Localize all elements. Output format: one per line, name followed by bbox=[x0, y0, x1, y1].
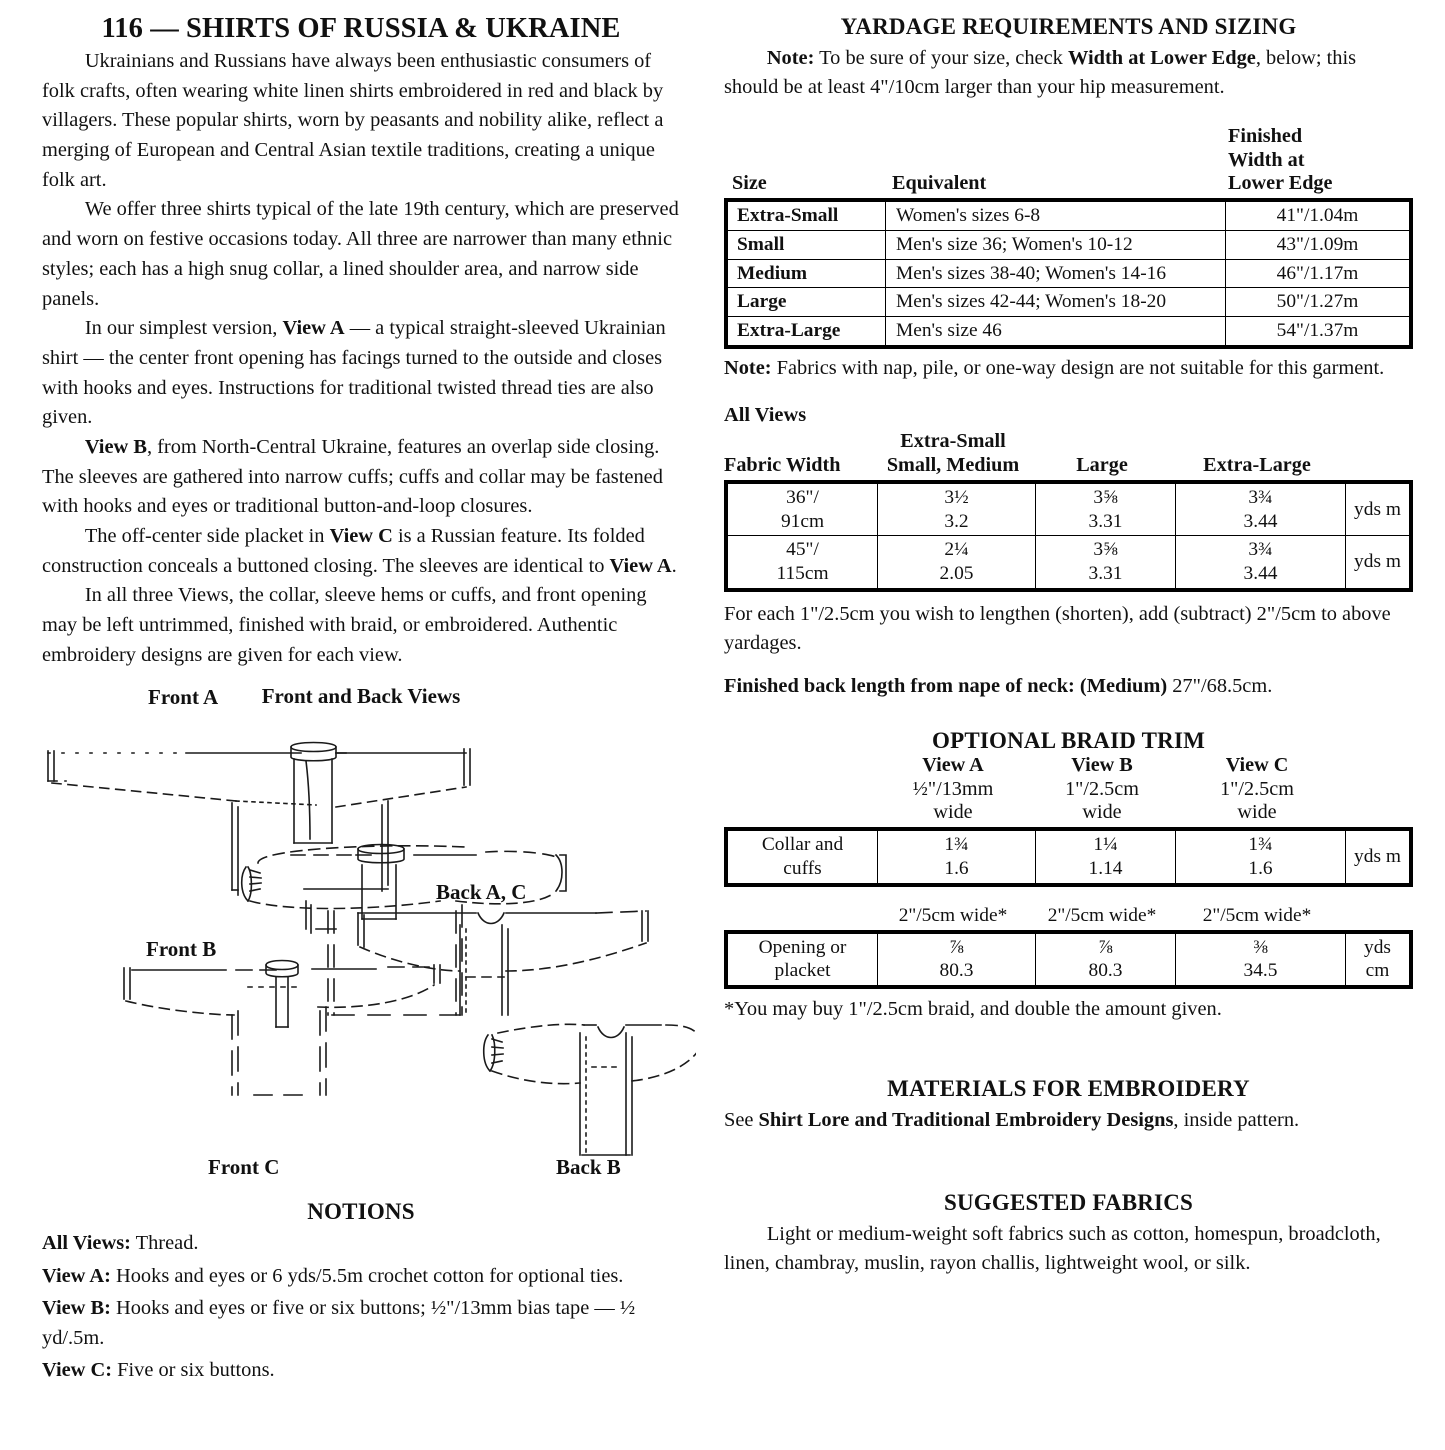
braid-table-2-header bbox=[724, 905, 1413, 928]
size-note bbox=[724, 44, 1413, 103]
back-length-label: Finished back length from nape of neck: (Medium) bbox=[724, 675, 1168, 698]
large-m: 3.31 bbox=[1088, 563, 1123, 585]
braid-unit-cell bbox=[1346, 831, 1410, 883]
braid2-view-c-yd: ⅜ bbox=[1253, 936, 1268, 958]
left-column bbox=[0, 0, 700, 1450]
size-cell: Medium bbox=[728, 259, 886, 288]
braid-table-2-box bbox=[724, 930, 1413, 989]
braid2-view-a-cm: 80.3 bbox=[939, 960, 974, 982]
braid-view-a-yd: 1¾ bbox=[944, 834, 969, 856]
back-length-value: 27"/68.5cm. bbox=[1167, 675, 1273, 698]
yardage-heading: YARDAGE REQUIREMENTS AND SIZING bbox=[840, 14, 1297, 39]
width-cell: 54"/1.37m bbox=[1226, 316, 1410, 345]
embroidery-heading: MATERIALS FOR EMBROIDERY bbox=[887, 1076, 1250, 1102]
size-table-box bbox=[724, 198, 1413, 348]
braid-header-view-a bbox=[874, 754, 1032, 825]
lengthen-note: For each 1"/2.5cm you wish to lengthen (shorten), add (subtract) 2"/5cm to above yardages. bbox=[724, 602, 1391, 655]
fabric-width-m: 91cm bbox=[780, 510, 825, 532]
table-row bbox=[728, 831, 1410, 883]
equivalent-cell: Men's sizes 42-44; Women's 18-20 bbox=[886, 288, 1226, 317]
large-m: 3.31 bbox=[1088, 510, 1123, 532]
braid2-header-b: 2"/5cm wide* bbox=[1047, 904, 1157, 926]
xl-yd: 3¾ bbox=[1248, 487, 1273, 508]
braid-header-view-a-wide: wide bbox=[933, 801, 973, 824]
equivalent-cell: Men's size 46 bbox=[886, 316, 1226, 345]
label-front-a: Front A bbox=[148, 685, 219, 710]
nap-note bbox=[724, 354, 1413, 383]
notions-all-views-label: All Views: bbox=[42, 1232, 131, 1255]
notions-view-a-label: View A: bbox=[42, 1264, 111, 1287]
notions-view-a-text: Hooks and eyes or 6 yds/5.5m crochet cotton for optional ties. bbox=[110, 1264, 624, 1287]
braid-unit-yd: yds bbox=[1354, 846, 1381, 868]
braid-table-1-box bbox=[724, 827, 1413, 886]
garment-drawings-svg bbox=[36, 715, 696, 1175]
braid-header-view-b bbox=[1032, 754, 1172, 825]
size-note-emphasis: Width at Lower Edge bbox=[1067, 47, 1256, 69]
xl-m: 3.44 bbox=[1243, 510, 1278, 532]
intro-paragraph-2: We offer three shirts typical of the late 19th century, which are preserved and worn on festive occasions today. All three are narrower than many ethnic styles; each has a high snug collar, a lined shoulder area, and narrow side panels. bbox=[42, 198, 679, 310]
large-yd: 3⅝ bbox=[1093, 487, 1118, 508]
size-note-label: Note: bbox=[766, 47, 815, 69]
size-cell: Large bbox=[728, 288, 886, 317]
equivalent-cell: Men's size 36; Women's 10-12 bbox=[886, 230, 1226, 259]
size-header-equivalent: Equivalent bbox=[892, 172, 987, 195]
size-header-finished-l3: Lower Edge bbox=[1228, 172, 1333, 195]
xs-sm-md-m: 2.05 bbox=[939, 563, 974, 585]
braid2-unit-yd: yds bbox=[1364, 936, 1391, 958]
braid-header-view-b-wide: wide bbox=[1082, 801, 1122, 824]
size-note-post: , below; this should be at least 4"/10cm larger than your hip measurement. bbox=[724, 47, 1357, 99]
yardage-header-large: Large bbox=[1076, 454, 1128, 477]
braid2-unit-cm: cm bbox=[1365, 960, 1390, 982]
braid2-view-a-cell bbox=[878, 933, 1036, 985]
right-column bbox=[700, 0, 1445, 1450]
xs-sm-md-yd: 2¼ bbox=[944, 539, 969, 561]
yardage-header-xl: Extra-Large bbox=[1203, 454, 1311, 477]
xs-sm-md-yd: 3½ bbox=[944, 487, 969, 508]
braid2-view-c-cm: 34.5 bbox=[1243, 960, 1278, 982]
braid2-row-label-l1: Opening or bbox=[758, 936, 847, 958]
braid-header-view-c-width: 1"/2.5cm bbox=[1220, 777, 1294, 800]
braid2-view-b-yd: ⅞ bbox=[1098, 936, 1113, 958]
notions-view-c bbox=[42, 1356, 680, 1385]
braid2-header-unit-spacer bbox=[1342, 905, 1413, 928]
braid-table-1-header bbox=[724, 754, 1413, 825]
fabric-width-m: 115cm bbox=[776, 563, 829, 585]
view-b-label: View B bbox=[84, 435, 147, 458]
width-cell: 46"/1.17m bbox=[1226, 259, 1410, 288]
table-row bbox=[728, 484, 1410, 536]
intro-paragraph-1: Ukrainians and Russians have always been enthusiastic consumers of folk crafts, often wearing white linen shirts embroidered in red and black by villagers. These popular shirts, worn by peasants and nobility alike, reflect a merging of European and Central Asian textile traditions, creating a unique folk art. bbox=[42, 50, 664, 191]
page-title: 116 — SHIRTS OF RUSSIA & UKRAINE bbox=[101, 13, 621, 44]
xl-yd: 3¾ bbox=[1248, 539, 1273, 561]
view-a-label: View A bbox=[282, 317, 345, 340]
braid-header-view-c-wide: wide bbox=[1237, 801, 1277, 824]
table-row bbox=[728, 316, 1410, 345]
view-c-mid: is a Russian feature. Its folded construction conceals a buttoned closing. The sleeves are identical to bbox=[42, 525, 645, 577]
unit-m: m bbox=[1385, 498, 1401, 520]
view-b-paragraph bbox=[42, 433, 680, 522]
unit-yd: yds bbox=[1354, 551, 1381, 573]
braid-unit-m: m bbox=[1385, 846, 1401, 868]
label-front-c: Front C bbox=[208, 1155, 280, 1180]
braid-view-c-cell bbox=[1176, 831, 1346, 883]
braid-table-opening-placket bbox=[727, 933, 1410, 986]
notions-all-views bbox=[42, 1229, 680, 1258]
large-cell bbox=[1036, 484, 1176, 536]
label-back-a-c: Back A, C bbox=[436, 880, 527, 905]
equivalent-cell: Women's sizes 6-8 bbox=[886, 202, 1226, 231]
all-views-label bbox=[724, 401, 1413, 430]
braid-view-b-m: 1.14 bbox=[1088, 857, 1123, 879]
embroidery-reference: Shirt Lore and Traditional Embroidery Designs bbox=[758, 1109, 1174, 1132]
xs-sm-md-cell bbox=[878, 536, 1036, 588]
all-views-label-text: All Views bbox=[724, 403, 807, 426]
size-note-pre: To be sure of your size, check bbox=[814, 47, 1068, 69]
table-row bbox=[728, 259, 1410, 288]
braid-header-view-c-name: View C bbox=[1225, 753, 1289, 776]
xs-sm-md-m: 3.2 bbox=[944, 510, 969, 532]
embroidery-pre: See bbox=[724, 1109, 759, 1132]
view-c-pre: The off-center side placket in bbox=[84, 525, 330, 547]
unit-cell bbox=[1346, 536, 1410, 588]
width-cell: 43"/1.09m bbox=[1226, 230, 1410, 259]
yardage-table-header bbox=[724, 430, 1413, 478]
unit-m: m bbox=[1385, 551, 1401, 573]
braid2-view-b-cm: 80.3 bbox=[1088, 960, 1123, 982]
fabrics-text: Light or medium-weight soft fabrics such as cotton, homespun, broadcloth, linen, chambray, muslin, rayon challis, lightweight wool, or silk. bbox=[724, 1222, 1381, 1274]
table-row bbox=[728, 230, 1410, 259]
braid-header-view-b-name: View B bbox=[1071, 753, 1133, 776]
view-c-post: . bbox=[671, 554, 677, 577]
back-length-note bbox=[724, 672, 1413, 701]
illustration-title: Front and Back Views bbox=[261, 684, 461, 709]
yardage-table-box bbox=[724, 480, 1413, 592]
fabrics-heading: SUGGESTED FABRICS bbox=[943, 1189, 1193, 1215]
unit-cell bbox=[1346, 484, 1410, 536]
yardage-header-xs: Extra-Small bbox=[900, 430, 1006, 453]
nap-note-label: Note: bbox=[724, 356, 772, 379]
view-a-pre: In our simplest version, bbox=[84, 317, 283, 340]
unit-yd: yds bbox=[1354, 498, 1381, 520]
braid2-header-a: 2"/5cm wide* bbox=[898, 904, 1008, 926]
fabric-width-yd: 45"/ bbox=[786, 539, 819, 561]
notions-view-c-label: View C: bbox=[42, 1358, 113, 1381]
braid-header-view-c bbox=[1172, 754, 1342, 825]
fabric-width-cell bbox=[728, 484, 878, 536]
braid2-row-label-l2: placket bbox=[774, 960, 831, 982]
braid2-row-label bbox=[728, 933, 878, 985]
notions-view-c-text: Five or six buttons. bbox=[112, 1358, 275, 1381]
braid-view-b-cell bbox=[1036, 831, 1176, 883]
braid-view-a-cell bbox=[878, 831, 1036, 883]
notions-view-b-text: Hooks and eyes or five or six buttons; ½"/13mm bias tape — ½ yd/.5m. bbox=[42, 1297, 636, 1349]
xl-m: 3.44 bbox=[1243, 563, 1278, 585]
braid-header-view-a-name: View A bbox=[922, 753, 984, 776]
braid2-header-c: 2"/5cm wide* bbox=[1202, 904, 1312, 926]
braid2-view-a-yd: ⅞ bbox=[949, 936, 964, 958]
size-header-finished-l1: Finished bbox=[1228, 124, 1303, 147]
view-c-label: View C bbox=[329, 525, 393, 547]
table-row bbox=[728, 536, 1410, 588]
view-b-post: , from North-Central Ukraine, features an overlap side closing. The sleeves are gathered into narrow cuffs; cuffs and collar may be fastened with hooks and eyes or traditional button-and-loop closures. bbox=[42, 435, 663, 518]
width-cell: 41"/1.04m bbox=[1226, 202, 1410, 231]
braid-view-c-m: 1.6 bbox=[1248, 857, 1273, 879]
size-header-finished-l2: Width at bbox=[1228, 148, 1305, 171]
braid-header-view-a-width: ½"/13mm bbox=[912, 777, 994, 800]
braid2-unit-cell bbox=[1346, 933, 1410, 985]
braid-footnote: *You may buy 1"/2.5cm braid, and double the amount given. bbox=[724, 997, 1222, 1020]
view-c-ref-view-a: View A bbox=[609, 554, 672, 577]
yardage-header-fabric-width: Fabric Width bbox=[724, 454, 841, 477]
nap-note-text: Fabrics with nap, pile, or one-way design are not suitable for this garment. bbox=[771, 356, 1385, 379]
view-a-post: — a typical straight-sleeved Ukrainian shirt — the center front opening has facings turned to the outside and closes with hooks and eyes. Instructions for traditional twisted thread ties are also given. bbox=[42, 317, 666, 429]
size-header-size: Size bbox=[732, 172, 767, 195]
label-back-b: Back B bbox=[556, 1155, 621, 1180]
large-yd: 3⅝ bbox=[1093, 539, 1118, 561]
braid-view-c-yd: 1¾ bbox=[1248, 834, 1273, 856]
table-row bbox=[728, 288, 1410, 317]
size-table-header bbox=[724, 125, 1413, 196]
braid-row-label-l2: cuffs bbox=[783, 857, 822, 879]
xl-cell bbox=[1176, 484, 1346, 536]
width-cell: 50"/1.27m bbox=[1226, 288, 1410, 317]
embroidery-post: , inside pattern. bbox=[1173, 1109, 1300, 1132]
braid-row-label-l1: Collar and bbox=[761, 834, 844, 856]
size-cell: Extra-Large bbox=[728, 316, 886, 345]
yardage-header-xs-sm-md bbox=[874, 430, 1032, 478]
braid-table-collar-cuffs bbox=[727, 830, 1410, 883]
large-cell bbox=[1036, 536, 1176, 588]
size-header-finished-width bbox=[1222, 125, 1413, 196]
yardage-table bbox=[727, 483, 1410, 589]
size-cell: Small bbox=[728, 230, 886, 259]
notions-all-views-text: Thread. bbox=[130, 1232, 199, 1255]
size-cell: Extra-Small bbox=[728, 202, 886, 231]
view-c-paragraph bbox=[42, 522, 680, 581]
fabric-width-cell bbox=[728, 536, 878, 588]
xl-cell bbox=[1176, 536, 1346, 588]
table-row bbox=[728, 933, 1410, 985]
notions-view-b-label: View B: bbox=[42, 1297, 111, 1320]
embroidery-text bbox=[724, 1106, 1413, 1135]
braid2-view-c-cell bbox=[1176, 933, 1346, 985]
yardage-header-sm-md: Small, Medium bbox=[886, 454, 1020, 477]
equivalent-cell: Men's sizes 38-40; Women's 14-16 bbox=[886, 259, 1226, 288]
view-a-paragraph bbox=[42, 314, 680, 433]
braid2-header-spacer bbox=[724, 905, 874, 928]
braid-row-label bbox=[728, 831, 878, 883]
all-views-paragraph: In all three Views, the collar, sleeve hems or cuffs, and front opening may be left untrimmed, finished with braid, or embroidered. Authentic embroidery designs are given for each view. bbox=[42, 584, 647, 666]
braid-view-a-m: 1.6 bbox=[944, 857, 969, 879]
braid-header-view-b-width: 1"/2.5cm bbox=[1065, 777, 1139, 800]
table-row bbox=[728, 202, 1410, 231]
fabric-width-yd: 36"/ bbox=[786, 487, 819, 508]
label-front-b: Front B bbox=[146, 937, 217, 962]
size-table bbox=[727, 201, 1410, 345]
braid-view-b-yd: 1¼ bbox=[1093, 834, 1118, 856]
notions-view-a bbox=[42, 1262, 680, 1291]
notions-heading: NOTIONS bbox=[307, 1199, 415, 1225]
braid2-view-b-cell bbox=[1036, 933, 1176, 985]
xs-sm-md-cell bbox=[878, 484, 1036, 536]
braid-trim-heading: OPTIONAL BRAID TRIM bbox=[931, 727, 1206, 753]
notions-view-b bbox=[42, 1294, 680, 1353]
